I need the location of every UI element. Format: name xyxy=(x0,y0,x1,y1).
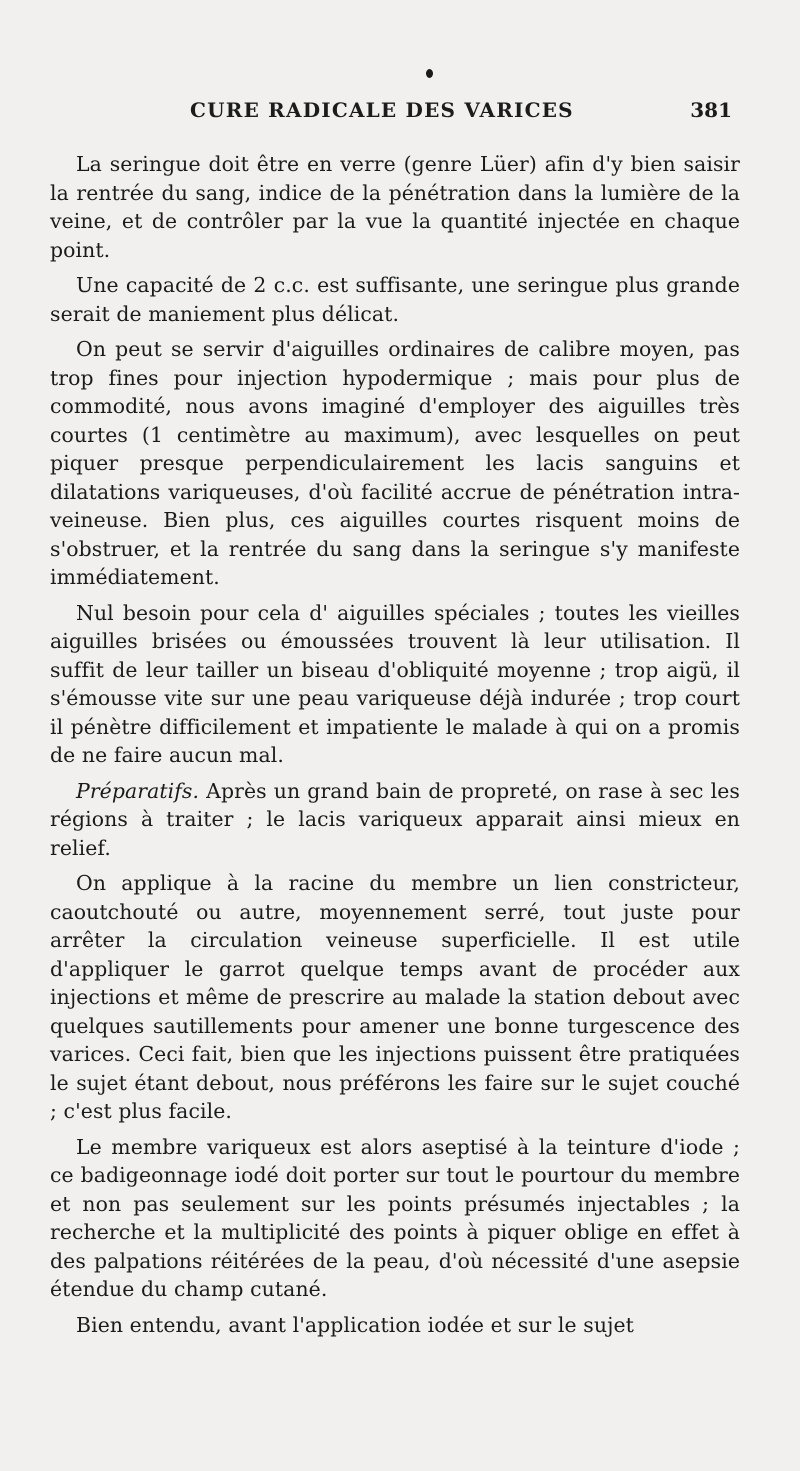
body-text xyxy=(50,150,740,1346)
paragraph-syringe: La seringue doit être en verre (genre Lüer) afin d'y bien saisir la rentrée du sang, indice de la pénétration dans la lumière de la veine, et de contrôler par la vue la quantité injectée en chaque point. xyxy=(50,152,740,262)
paragraph-capacity: Une capacité de 2 c.c. est suffisante, une seringue plus grande serait de maniement plus délicat. xyxy=(50,273,740,326)
running-title: CURE RADICALE DES VARICES xyxy=(190,98,574,122)
paragraph-constrictor: On applique à la racine du membre un lien constricteur, caoutchouté ou autre, moyennement serré, tout juste pour arrêter la circulation veineuse superficielle. Il est utile d'appliquer le garrot quelque temps avant de procéder aux injections et même de prescrire au malade la station debout avec quelques sautillements pour amener une bonne turgescence des varices. Ceci fait, bien que les injections puissent être pratiquées le sujet étant debout, nous préférons les faire sur le sujet couché ; c'est plus facile. xyxy=(50,871,740,1123)
ink-dot xyxy=(426,69,433,78)
preparatifs-label: Préparatifs. xyxy=(76,778,200,803)
running-header xyxy=(60,98,740,126)
page-number: 381 xyxy=(690,98,732,122)
paragraph-special-needles: Nul besoin pour cela d' aiguilles spéciales ; toutes les vieilles aiguilles brisées ou émoussées trouvent là leur utilisation. Il suffit de leur tailler un biseau d'obliquité moyenne ; trop aigü, il s'émousse vite sur une peau variqueuse déjà indurée ; trop court il pénètre difficilement et impatiente le malade à qui on a promis de ne faire aucun mal. xyxy=(50,600,740,767)
paragraph-needles: On peut se servir d'aiguilles ordinaires de calibre moyen, pas trop fines pour injection hypodermique ; mais pour plus de commodité, nous avons imaginé d'employer des aiguilles très courtes (1 centimètre au maximum), avec lesquelles on peut piquer presque perpendiculairement les lacis sanguins et dilatations variqueuses, d'où facilité accrue de pénétration intra-veineuse. Bien plus, ces aiguilles courtes risquent moins de s'obstruer, et la rentrée du sang dans la seringue s'y manifeste immédiatement. xyxy=(50,337,740,589)
paragraph-iodine: Le membre variqueux est alors aseptisé à la teinture d'iode ; ce badigeonnage iodé doit porter sur tout le pourtour du membre et non pas seulement sur les points présumés injectables ; la recherche et la multiplicité des points à piquer oblige en effet à des palpations réitérées de la peau, d'où nécessité d'une asepsie étendue du champ cutané. xyxy=(50,1134,740,1301)
paragraph-preparatifs xyxy=(50,777,740,863)
preparatifs-text: Après un grand bain de propreté, on rase à sec les régions à traiter ; le lacis variqueux apparait ainsi mieux en relief. xyxy=(50,778,740,860)
paragraph-final: Bien entendu, avant l'application iodée et sur le sujet xyxy=(76,1312,634,1337)
